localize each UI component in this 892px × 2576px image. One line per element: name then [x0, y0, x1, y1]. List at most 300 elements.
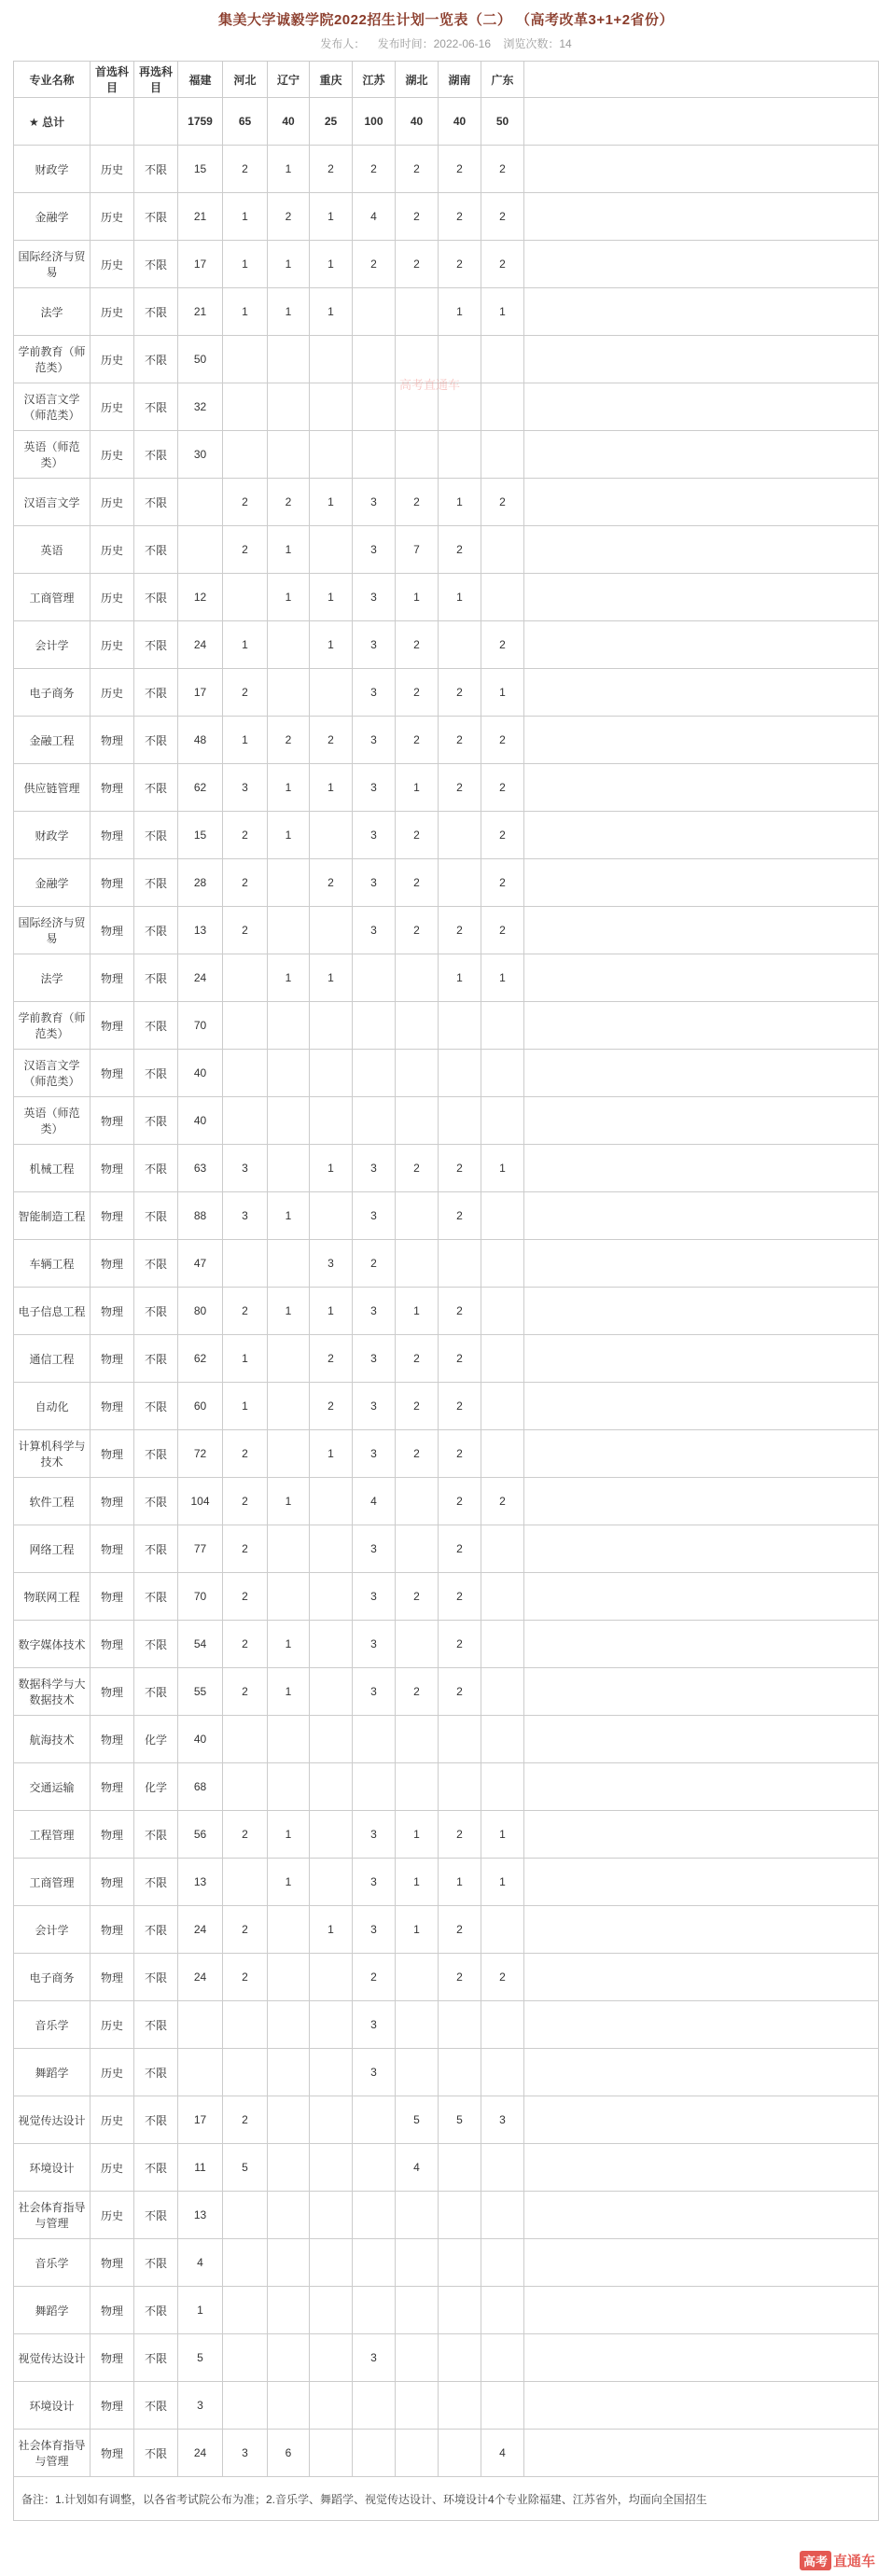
value-cell-3: 2 — [310, 859, 353, 907]
value-cell-0: 21 — [178, 288, 223, 336]
major-cell: 计算机科学与技术 — [14, 1430, 91, 1478]
first-subject-cell: 物理 — [91, 1525, 134, 1573]
value-cell-1: 2 — [223, 1811, 268, 1859]
first-subject-cell: 物理 — [91, 2334, 134, 2382]
first-subject-cell: 物理 — [91, 1050, 134, 1097]
major-cell: 车辆工程 — [14, 1240, 91, 1288]
value-cell-5 — [396, 1954, 439, 2001]
value-cell-2: 1 — [268, 1478, 310, 1525]
value-cell-4: 3 — [353, 669, 396, 717]
table-row — [14, 1716, 879, 1763]
value-cell-0: 17 — [178, 2096, 223, 2144]
major-cell: 工程管理 — [14, 1811, 91, 1859]
value-cell-6: 2 — [439, 1954, 481, 2001]
value-cell-2 — [268, 2096, 310, 2144]
second-subject-cell: 不限 — [134, 2287, 178, 2334]
value-cell-4: 3 — [353, 1859, 396, 1906]
value-cell-1: 2 — [223, 146, 268, 193]
value-cell-0: 104 — [178, 1478, 223, 1525]
table-row — [14, 717, 879, 764]
value-cell-6 — [439, 1002, 481, 1050]
total-first-subject — [91, 98, 134, 146]
second-subject-cell: 不限 — [134, 907, 178, 954]
table-row — [14, 2334, 879, 2382]
second-subject-cell: 不限 — [134, 621, 178, 669]
filler-cell — [524, 2239, 879, 2287]
value-cell-2: 1 — [268, 1668, 310, 1716]
major-cell: 国际经济与贸易 — [14, 241, 91, 288]
value-cell-3 — [310, 2096, 353, 2144]
second-subject-cell: 不限 — [134, 2049, 178, 2096]
value-cell-4: 3 — [353, 812, 396, 859]
first-subject-cell: 物理 — [91, 1002, 134, 1050]
filler-cell — [524, 241, 879, 288]
value-cell-4: 3 — [353, 2001, 396, 2049]
value-cell-1: 1 — [223, 1383, 268, 1430]
value-cell-0: 12 — [178, 574, 223, 621]
first-subject-cell: 物理 — [91, 907, 134, 954]
value-cell-7 — [481, 1097, 524, 1145]
value-cell-5: 2 — [396, 146, 439, 193]
value-cell-0: 30 — [178, 431, 223, 479]
value-cell-0: 24 — [178, 1954, 223, 2001]
header-cell-1: 首选科目 — [91, 62, 134, 98]
filler-cell — [524, 526, 879, 574]
value-cell-1 — [223, 2334, 268, 2382]
first-subject-cell: 历史 — [91, 336, 134, 383]
first-subject-cell: 物理 — [91, 1097, 134, 1145]
value-cell-4: 3 — [353, 1430, 396, 1478]
value-cell-6 — [439, 2001, 481, 2049]
filler-cell — [524, 669, 879, 717]
value-cell-3 — [310, 1478, 353, 1525]
first-subject-cell: 物理 — [91, 1668, 134, 1716]
table-row — [14, 574, 879, 621]
first-subject-cell: 物理 — [91, 1383, 134, 1430]
first-subject-cell: 历史 — [91, 669, 134, 717]
second-subject-cell: 不限 — [134, 1478, 178, 1525]
major-cell: 财政学 — [14, 812, 91, 859]
value-cell-4 — [353, 2287, 396, 2334]
value-cell-1: 2 — [223, 2096, 268, 2144]
first-subject-cell: 物理 — [91, 1192, 134, 1240]
value-cell-1: 1 — [223, 241, 268, 288]
major-cell: 交通运输 — [14, 1763, 91, 1811]
value-cell-7 — [481, 1668, 524, 1716]
value-cell-0: 70 — [178, 1002, 223, 1050]
value-cell-0 — [178, 2049, 223, 2096]
filler-cell — [524, 383, 879, 431]
value-cell-0: 15 — [178, 146, 223, 193]
major-cell: 数据科学与大数据技术 — [14, 1668, 91, 1716]
value-cell-2 — [268, 1906, 310, 1954]
major-cell: 视觉传达设计 — [14, 2096, 91, 2144]
filler-cell — [524, 2192, 879, 2239]
value-cell-3: 1 — [310, 193, 353, 241]
value-cell-2: 1 — [268, 954, 310, 1002]
second-subject-cell: 不限 — [134, 2144, 178, 2192]
value-cell-7 — [481, 1621, 524, 1668]
value-cell-5: 2 — [396, 812, 439, 859]
value-cell-3: 1 — [310, 1430, 353, 1478]
value-cell-2 — [268, 2192, 310, 2239]
filler-cell — [524, 1763, 879, 1811]
filler-cell — [524, 1145, 879, 1192]
value-cell-0: 62 — [178, 1335, 223, 1383]
value-cell-0: 68 — [178, 1763, 223, 1811]
value-cell-1: 1 — [223, 717, 268, 764]
second-subject-cell: 不限 — [134, 336, 178, 383]
value-cell-3 — [310, 907, 353, 954]
value-cell-1 — [223, 954, 268, 1002]
value-cell-1: 2 — [223, 479, 268, 526]
first-subject-cell: 物理 — [91, 764, 134, 812]
value-cell-4 — [353, 1763, 396, 1811]
table-row — [14, 1621, 879, 1668]
value-cell-3 — [310, 2144, 353, 2192]
filler-cell — [524, 336, 879, 383]
value-cell-3 — [310, 812, 353, 859]
major-cell: 学前教育（师范类） — [14, 1002, 91, 1050]
first-subject-cell: 历史 — [91, 241, 134, 288]
filler-cell — [524, 1192, 879, 1240]
first-subject-cell: 物理 — [91, 1621, 134, 1668]
value-cell-6 — [439, 621, 481, 669]
value-cell-1 — [223, 336, 268, 383]
value-cell-5: 1 — [396, 764, 439, 812]
table-row — [14, 1954, 879, 2001]
value-cell-5 — [396, 1240, 439, 1288]
value-cell-7 — [481, 1192, 524, 1240]
value-cell-6: 2 — [439, 1335, 481, 1383]
value-cell-4: 3 — [353, 1335, 396, 1383]
value-cell-4 — [353, 288, 396, 336]
value-cell-1 — [223, 1002, 268, 1050]
second-subject-cell: 不限 — [134, 383, 178, 431]
value-cell-3 — [310, 1859, 353, 1906]
value-cell-1 — [223, 431, 268, 479]
value-cell-6 — [439, 2382, 481, 2430]
value-cell-3 — [310, 2049, 353, 2096]
filler-cell — [524, 859, 879, 907]
value-cell-3 — [310, 1716, 353, 1763]
value-cell-4: 3 — [353, 1573, 396, 1621]
first-subject-cell: 物理 — [91, 1954, 134, 2001]
value-cell-0: 21 — [178, 193, 223, 241]
value-cell-7: 2 — [481, 812, 524, 859]
filler-cell — [524, 2334, 879, 2382]
value-cell-2: 1 — [268, 1811, 310, 1859]
value-cell-4 — [353, 383, 396, 431]
value-cell-1: 3 — [223, 1145, 268, 1192]
value-cell-0: 24 — [178, 621, 223, 669]
value-cell-0: 1 — [178, 2287, 223, 2334]
filler-cell — [524, 764, 879, 812]
second-subject-cell: 不限 — [134, 1573, 178, 1621]
value-cell-7: 1 — [481, 288, 524, 336]
value-cell-3 — [310, 2430, 353, 2477]
filler-cell — [524, 2096, 879, 2144]
value-cell-6 — [439, 1097, 481, 1145]
table-row — [14, 193, 879, 241]
value-cell-0: 72 — [178, 1430, 223, 1478]
major-cell: 国际经济与贸易 — [14, 907, 91, 954]
value-cell-6 — [439, 812, 481, 859]
value-cell-6: 2 — [439, 764, 481, 812]
major-cell: 会计学 — [14, 621, 91, 669]
value-cell-3 — [310, 336, 353, 383]
value-cell-5: 2 — [396, 621, 439, 669]
value-cell-5 — [396, 1716, 439, 1763]
value-cell-5: 5 — [396, 2096, 439, 2144]
value-cell-1 — [223, 383, 268, 431]
filler-cell — [524, 1383, 879, 1430]
value-cell-2 — [268, 669, 310, 717]
value-cell-0: 4 — [178, 2239, 223, 2287]
major-cell: 环境设计 — [14, 2382, 91, 2430]
value-cell-2 — [268, 1002, 310, 1050]
table-row — [14, 1240, 879, 1288]
value-cell-4 — [353, 2430, 396, 2477]
value-cell-1: 2 — [223, 1573, 268, 1621]
value-cell-3: 1 — [310, 574, 353, 621]
value-cell-3: 1 — [310, 1906, 353, 1954]
value-cell-6 — [439, 2192, 481, 2239]
value-cell-6: 2 — [439, 1525, 481, 1573]
value-cell-0: 50 — [178, 336, 223, 383]
second-subject-cell: 不限 — [134, 669, 178, 717]
table-row — [14, 2144, 879, 2192]
value-cell-6: 2 — [439, 1906, 481, 1954]
major-cell: 电子信息工程 — [14, 1288, 91, 1335]
filler-cell — [524, 288, 879, 336]
second-subject-cell: 不限 — [134, 2192, 178, 2239]
value-cell-6: 2 — [439, 1145, 481, 1192]
value-cell-2: 2 — [268, 479, 310, 526]
second-subject-cell: 不限 — [134, 2239, 178, 2287]
value-cell-3 — [310, 1668, 353, 1716]
value-cell-6: 1 — [439, 479, 481, 526]
filler-cell — [524, 1573, 879, 1621]
value-cell-1: 2 — [223, 1525, 268, 1573]
table-row — [14, 1383, 879, 1430]
value-cell-0: 70 — [178, 1573, 223, 1621]
value-cell-2 — [268, 1525, 310, 1573]
second-subject-cell: 不限 — [134, 1954, 178, 2001]
total-value-2: 40 — [268, 98, 310, 146]
filler-cell — [524, 1716, 879, 1763]
filler-cell — [524, 1811, 879, 1859]
value-cell-6: 5 — [439, 2096, 481, 2144]
second-subject-cell: 不限 — [134, 1050, 178, 1097]
table-row — [14, 2049, 879, 2096]
value-cell-7 — [481, 1716, 524, 1763]
major-cell: 英语 — [14, 526, 91, 574]
value-cell-5 — [396, 431, 439, 479]
major-cell: 软件工程 — [14, 1478, 91, 1525]
value-cell-6 — [439, 383, 481, 431]
value-cell-1: 3 — [223, 2430, 268, 2477]
value-cell-7: 2 — [481, 621, 524, 669]
value-cell-3 — [310, 1811, 353, 1859]
major-cell: 环境设计 — [14, 2144, 91, 2192]
value-cell-2: 1 — [268, 146, 310, 193]
value-cell-0: 24 — [178, 1906, 223, 1954]
value-cell-2 — [268, 1716, 310, 1763]
table-row — [14, 2192, 879, 2239]
first-subject-cell: 历史 — [91, 383, 134, 431]
value-cell-5 — [396, 2382, 439, 2430]
value-cell-0 — [178, 526, 223, 574]
filler-cell — [524, 574, 879, 621]
value-cell-1 — [223, 1763, 268, 1811]
value-cell-6: 2 — [439, 193, 481, 241]
table-row — [14, 479, 879, 526]
value-cell-1 — [223, 2382, 268, 2430]
value-cell-1: 1 — [223, 621, 268, 669]
first-subject-cell: 物理 — [91, 1145, 134, 1192]
value-cell-2: 1 — [268, 288, 310, 336]
major-cell: 法学 — [14, 288, 91, 336]
value-cell-4: 4 — [353, 1478, 396, 1525]
second-subject-cell: 不限 — [134, 1192, 178, 1240]
value-cell-5 — [396, 1478, 439, 1525]
major-cell: 自动化 — [14, 1383, 91, 1430]
value-cell-5 — [396, 336, 439, 383]
value-cell-7 — [481, 336, 524, 383]
major-cell: 金融工程 — [14, 717, 91, 764]
value-cell-7: 2 — [481, 193, 524, 241]
value-cell-1 — [223, 2239, 268, 2287]
value-cell-4: 3 — [353, 907, 396, 954]
value-cell-7: 2 — [481, 764, 524, 812]
value-cell-4 — [353, 2144, 396, 2192]
value-cell-5 — [396, 954, 439, 1002]
major-cell: 学前教育（师范类） — [14, 336, 91, 383]
value-cell-4: 3 — [353, 1525, 396, 1573]
value-cell-0: 88 — [178, 1192, 223, 1240]
value-cell-2: 1 — [268, 1859, 310, 1906]
value-cell-7: 1 — [481, 1811, 524, 1859]
value-cell-6 — [439, 1763, 481, 1811]
value-cell-0: 11 — [178, 2144, 223, 2192]
first-subject-cell: 物理 — [91, 717, 134, 764]
value-cell-4 — [353, 2382, 396, 2430]
header-cell-2: 再选科目 — [134, 62, 178, 98]
value-cell-2 — [268, 1573, 310, 1621]
value-cell-3 — [310, 2239, 353, 2287]
value-cell-3: 1 — [310, 1288, 353, 1335]
value-cell-4: 3 — [353, 2334, 396, 2382]
value-cell-4: 2 — [353, 146, 396, 193]
value-cell-0: 24 — [178, 954, 223, 1002]
value-cell-7 — [481, 1335, 524, 1383]
second-subject-cell: 不限 — [134, 1525, 178, 1573]
table-row — [14, 1335, 879, 1383]
first-subject-cell: 物理 — [91, 2382, 134, 2430]
major-cell: 工商管理 — [14, 574, 91, 621]
value-cell-0: 32 — [178, 383, 223, 431]
total-value-5: 40 — [396, 98, 439, 146]
value-cell-6 — [439, 2239, 481, 2287]
value-cell-1 — [223, 2049, 268, 2096]
value-cell-7 — [481, 2334, 524, 2382]
major-cell: 机械工程 — [14, 1145, 91, 1192]
table-row — [14, 288, 879, 336]
table-row — [14, 2096, 879, 2144]
header-cell-8: 湖北 — [396, 62, 439, 98]
major-cell: 航海技术 — [14, 1716, 91, 1763]
filler-cell — [524, 1954, 879, 2001]
value-cell-3: 1 — [310, 479, 353, 526]
filler-cell — [524, 717, 879, 764]
value-cell-1: 2 — [223, 812, 268, 859]
value-cell-3 — [310, 1573, 353, 1621]
note-row — [14, 2477, 879, 2521]
value-cell-0: 3 — [178, 2382, 223, 2430]
value-cell-2 — [268, 431, 310, 479]
table-row — [14, 812, 879, 859]
value-cell-0: 40 — [178, 1050, 223, 1097]
filler-cell — [524, 1478, 879, 1525]
first-subject-cell: 物理 — [91, 2430, 134, 2477]
major-cell: 数字媒体技术 — [14, 1621, 91, 1668]
value-cell-4 — [353, 2239, 396, 2287]
total-label: ★ 总计 — [14, 98, 91, 146]
second-subject-cell: 不限 — [134, 1383, 178, 1430]
value-cell-7: 2 — [481, 146, 524, 193]
first-subject-cell: 物理 — [91, 1430, 134, 1478]
filler-cell — [524, 2144, 879, 2192]
value-cell-6: 2 — [439, 717, 481, 764]
value-cell-7: 1 — [481, 1859, 524, 1906]
value-cell-5 — [396, 1621, 439, 1668]
total-value-6: 40 — [439, 98, 481, 146]
value-cell-4: 3 — [353, 717, 396, 764]
table-row — [14, 2287, 879, 2334]
value-cell-4: 3 — [353, 1192, 396, 1240]
value-cell-2: 2 — [268, 193, 310, 241]
value-cell-5 — [396, 1192, 439, 1240]
value-cell-4: 3 — [353, 479, 396, 526]
value-cell-7 — [481, 1002, 524, 1050]
value-cell-2 — [268, 1240, 310, 1288]
watermark-logo — [800, 2551, 875, 2570]
second-subject-cell: 不限 — [134, 2382, 178, 2430]
value-cell-6: 2 — [439, 1192, 481, 1240]
table-row — [14, 1145, 879, 1192]
value-cell-1: 2 — [223, 669, 268, 717]
first-subject-cell: 历史 — [91, 574, 134, 621]
second-subject-cell: 不限 — [134, 2096, 178, 2144]
value-cell-2 — [268, 1430, 310, 1478]
value-cell-3 — [310, 2382, 353, 2430]
value-cell-2 — [268, 1097, 310, 1145]
first-subject-cell: 历史 — [91, 431, 134, 479]
value-cell-2: 6 — [268, 2430, 310, 2477]
filler-cell — [524, 907, 879, 954]
value-cell-4: 3 — [353, 621, 396, 669]
value-cell-7 — [481, 1240, 524, 1288]
major-cell: 智能制造工程 — [14, 1192, 91, 1240]
major-cell: 音乐学 — [14, 2001, 91, 2049]
major-cell: 汉语言文学 — [14, 479, 91, 526]
total-value-7: 50 — [481, 98, 524, 146]
value-cell-3: 1 — [310, 241, 353, 288]
second-subject-cell: 不限 — [134, 1906, 178, 1954]
value-cell-6 — [439, 859, 481, 907]
value-cell-6: 1 — [439, 574, 481, 621]
